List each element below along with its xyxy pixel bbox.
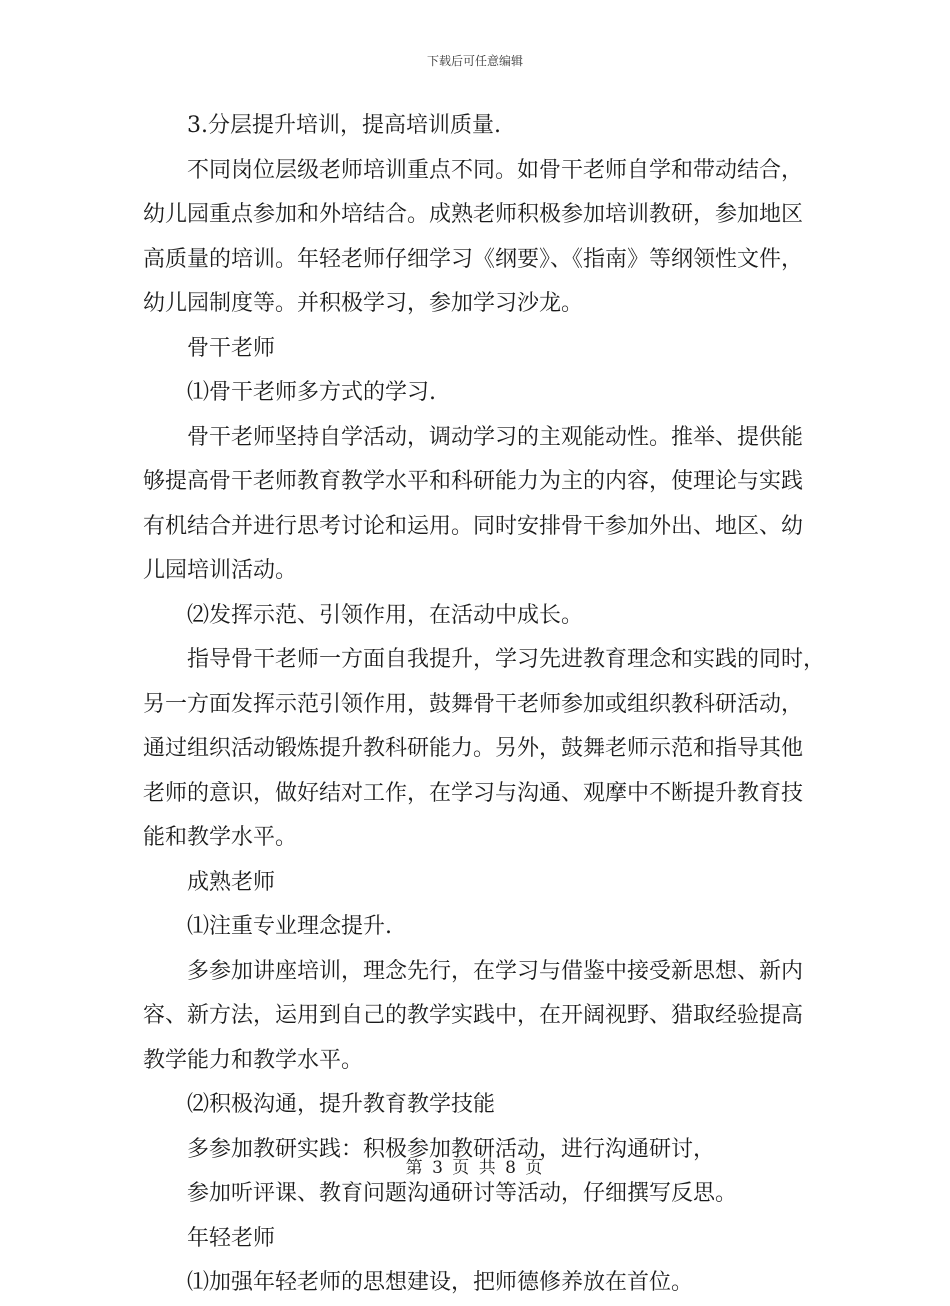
text-line: 指导骨干老师一方面自我提升，学习先进教育理念和实践的同时，: [187, 647, 826, 672]
text-line: 骨干老师: [187, 335, 276, 361]
text-line: 老师的意识，做好结对工作，在学习与沟通、观摩中不断提升教育技: [143, 780, 804, 806]
text-line: ⑵积极沟通，提升教育教学技能: [187, 1092, 496, 1117]
text-line: 有机结合并进行思考讨论和运用。同时安排骨干参加外出、地区、幼: [143, 513, 804, 539]
text-line: ⑴加强年轻老师的思想建设，把师德修养放在首位。: [187, 1270, 694, 1295]
document-body: [143, 104, 826, 1306]
text-line: 幼儿园制度等。并积极学习，参加学习沙龙。: [143, 291, 584, 316]
text-line: 通过组织活动锻炼提升教科研能力。另外，鼓舞老师示范和指导其他: [143, 736, 804, 761]
text-line: 容、新方法，运用到自己的教学实践中，在开阔视野、猎取经验提高: [143, 1003, 804, 1028]
text-line: 高质量的培训。年轻老师仔细学习《纲要》、《指南》等纲领性文件，: [143, 246, 804, 272]
text-line: 儿园培训活动。: [143, 558, 298, 583]
text-line: 不同岗位层级老师培训重点不同。如骨干老师自学和带动结合，: [187, 157, 804, 183]
text-line: 成熟老师: [187, 869, 276, 895]
page-footer: 第 3 页 共 8 页: [405, 1158, 545, 1178]
text-line: 骨干老师坚持自学活动，调动学习的主观能动性。推举、提供能: [187, 424, 804, 450]
text-line: 够提高骨干老师教育教学水平和科研能力为主的内容，使理论与实践: [143, 469, 804, 494]
text-line: 能和教学水平。: [143, 825, 298, 850]
text-line: ⑵发挥示范、引领作用，在活动中成长。: [187, 602, 584, 628]
page-header: 下载后可任意编辑: [426, 54, 523, 68]
text-line: 幼儿园重点参加和外培结合。成熟老师积极参加培训教研，参加地区: [143, 202, 804, 227]
text-line: 3.分层提升培训，提高培训质量.: [187, 113, 501, 138]
text-line: 参加听评课、教育问题沟通研讨等活动，仔细撰写反思。: [187, 1181, 738, 1206]
text-line: 多参加教研实践：积极参加教研活动，进行沟通研讨，: [187, 1136, 716, 1162]
text-line: ⑴注重专业理念提升.: [187, 914, 392, 939]
text-line: 教学能力和教学水平。: [143, 1047, 364, 1073]
text-line: 多参加讲座培训，理念先行，在学习与借鉴中接受新思想、新内: [187, 958, 804, 984]
text-line: ⑴骨干老师多方式的学习.: [187, 380, 436, 405]
text-line: 另一方面发挥示范引领作用，鼓舞骨干老师参加或组织教科研活动，: [143, 691, 804, 717]
text-line: 年轻老师: [187, 1225, 276, 1251]
